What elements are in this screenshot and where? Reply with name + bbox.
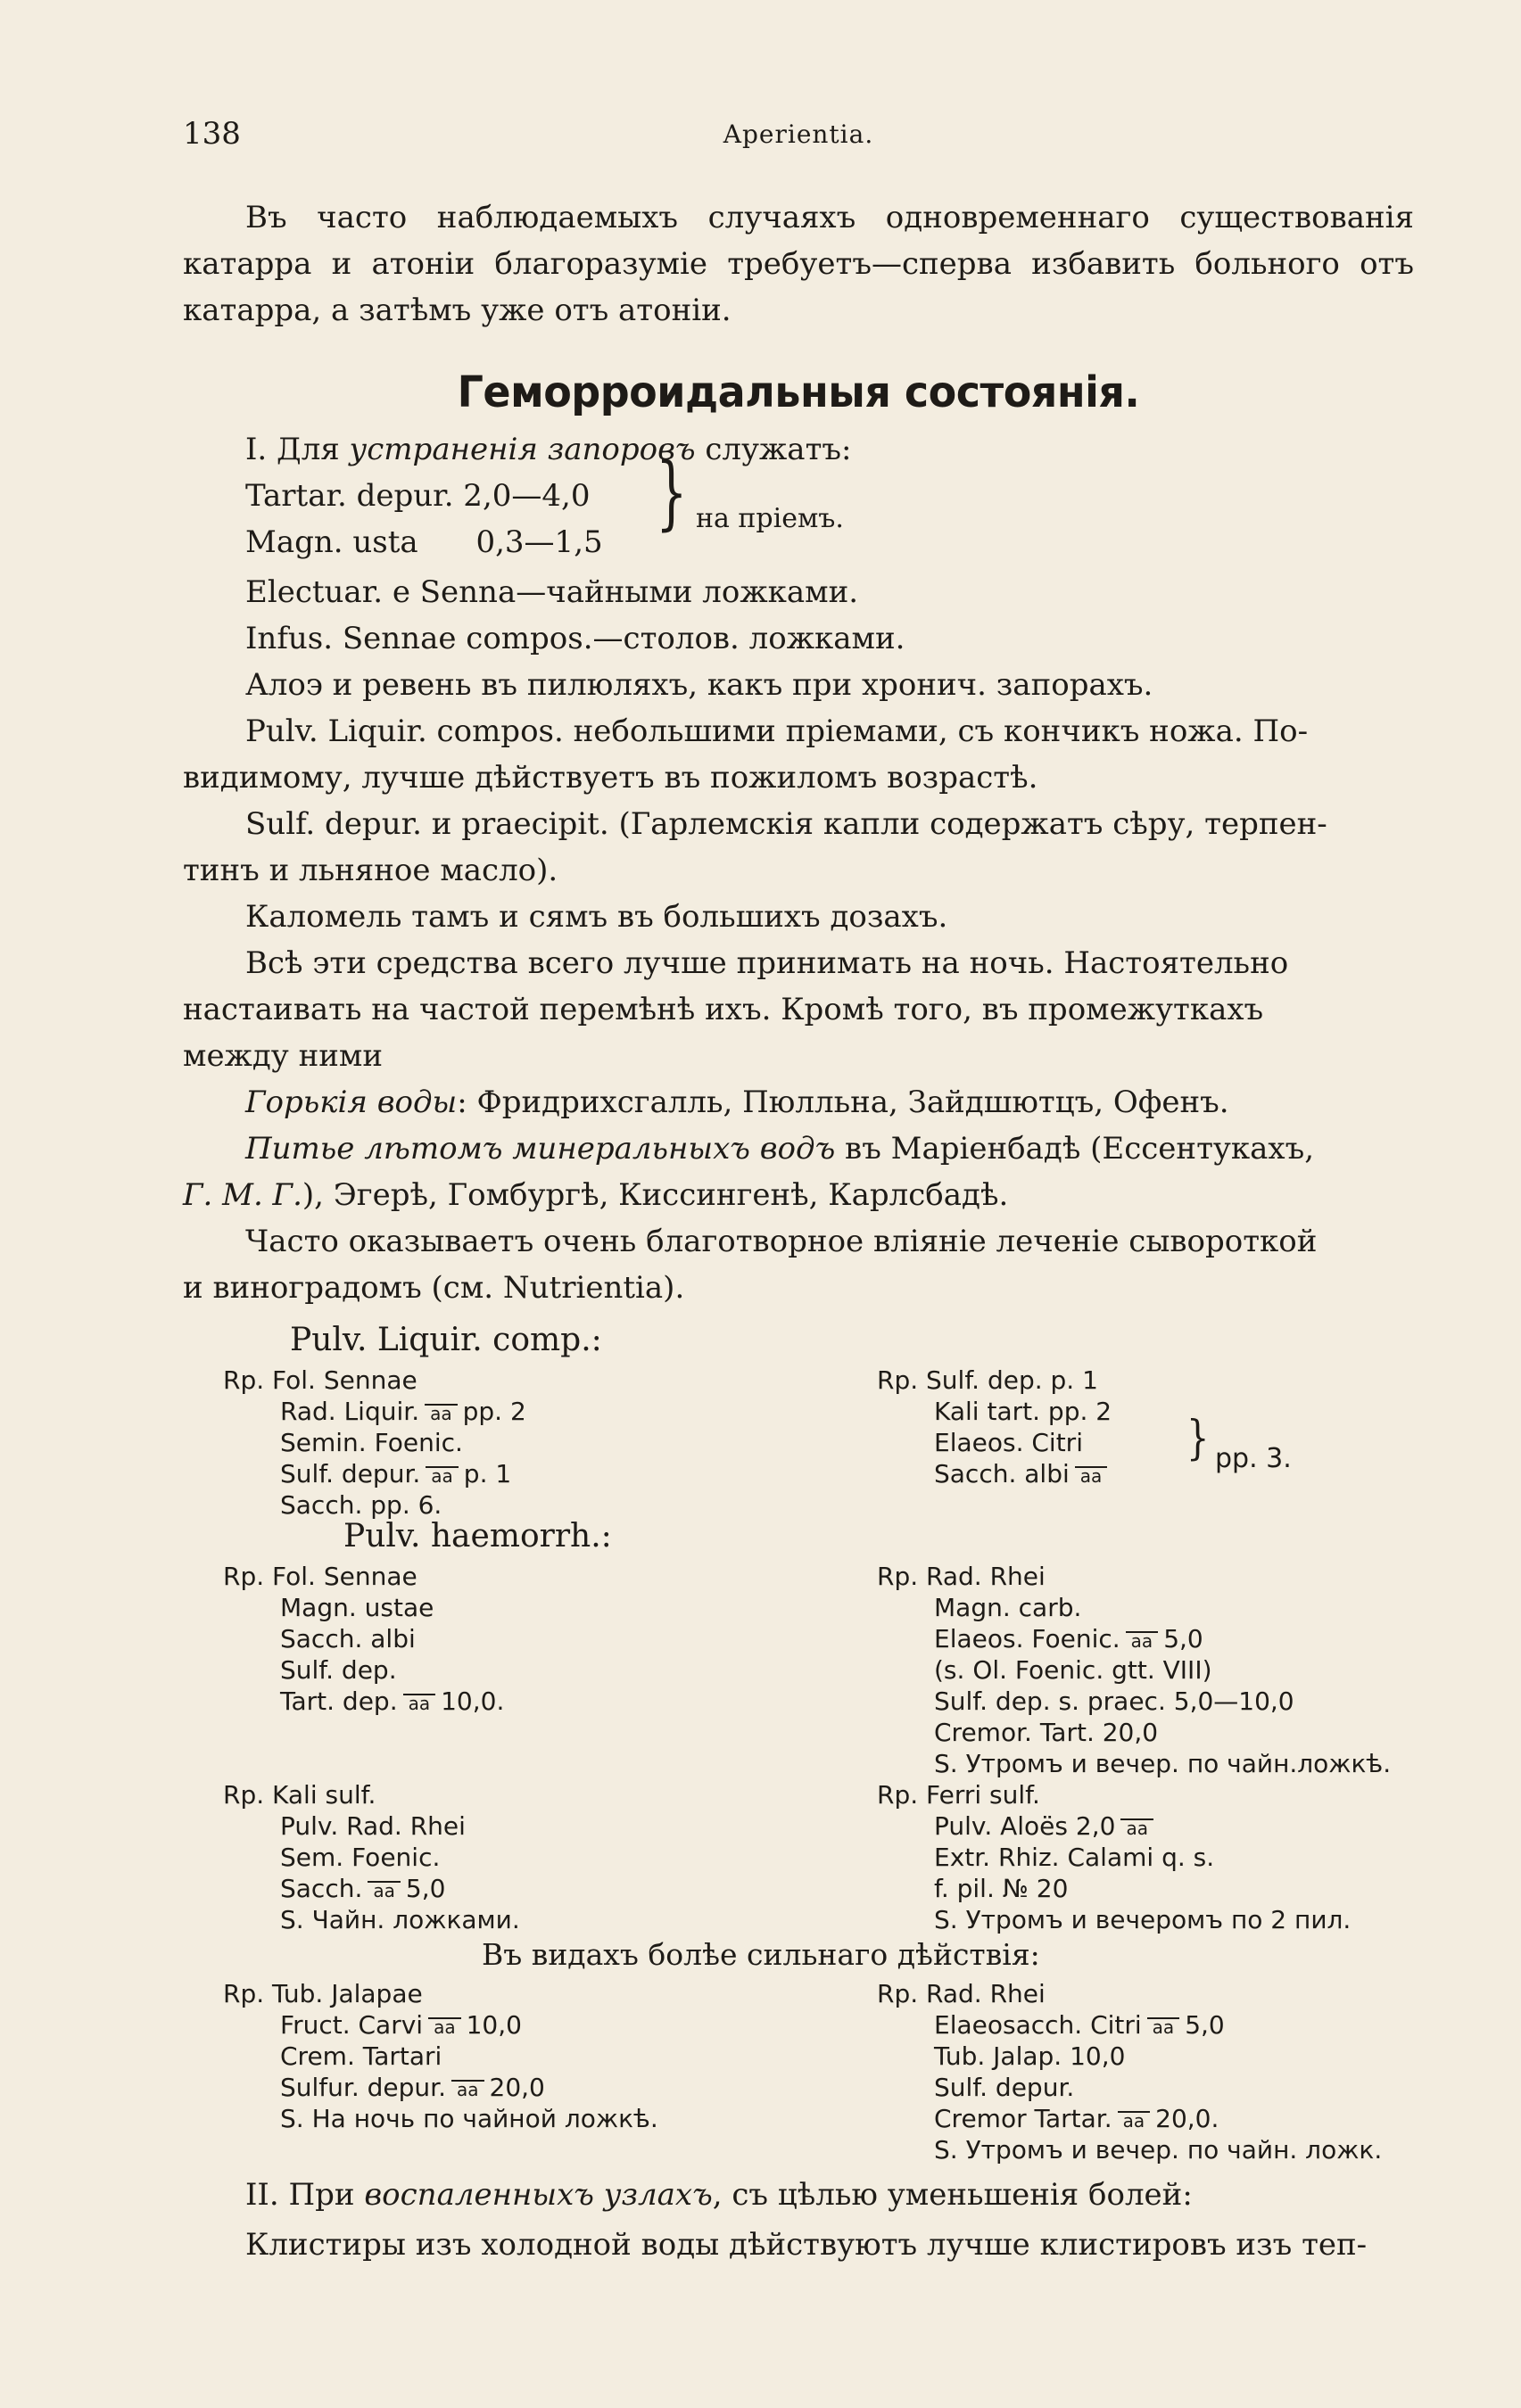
intro-text: Въ часто наблюдаемыхъ случаяхъ одновременнаго существованія катарра и атоніи благоразуміе требуетъ—сперва избавить больного отъ катарра, а затѣмъ уже отъ атоніи. [183, 200, 1414, 328]
brace-right: } [656, 447, 688, 540]
recipe-line: Magn. ustae [280, 1593, 434, 1622]
whey-line-1: Часто оказываетъ очень благотворное вліяніе леченіе сывороткой [245, 1224, 1318, 1259]
recipe-2-qty: pp. 3. [1215, 1443, 1292, 1474]
recipe-7 [223, 1978, 658, 2134]
aa-mark: aa [1126, 1631, 1159, 1649]
recipe-line: Kali tart. pp. 2 [934, 1397, 1112, 1426]
recipe-line: Crem. Tartari [280, 2041, 442, 2071]
recipe-line: f. pil. № 20 [934, 1874, 1069, 1903]
section-heading: Геморроидальныя состоянія. [457, 366, 1140, 417]
page-number: 138 [183, 116, 241, 152]
whey-line-2: и виноградомъ (см. Nutrientia). [183, 1270, 685, 1306]
aa-mark: aa [1147, 2017, 1180, 2035]
recipe-line: Tub. Jalap. 10,0 [934, 2041, 1126, 2071]
aa-mark: aa [426, 1466, 459, 1484]
recipe-line: Sulfur. depur. aa 20,0 [280, 2073, 545, 2102]
recipe-line: Rp. Fol. Sennae [223, 1562, 417, 1591]
aa-mark: aa [451, 2080, 484, 2098]
sulf-line-2: тинъ и льняное масло). [183, 853, 558, 888]
recipe-line: Extr. Rhiz. Calami q. s. [934, 1843, 1215, 1872]
aa-mark: aa [425, 1404, 458, 1422]
recipe-line: Sem. Foenic. [280, 1843, 441, 1872]
recipe-line: Cremor. Tart. 20,0 [934, 1718, 1159, 1747]
recipe-line: Rp. Kali sulf. [223, 1780, 376, 1810]
recipe-line: Cremor Tartar. aa 20,0. [934, 2104, 1219, 2133]
pulv-line-2: видимому, лучше дѣйствуетъ въ пожиломъ возрастѣ. [183, 760, 1038, 796]
infus-line: Infus. Sennae compos.—столов. ложками. [245, 621, 905, 656]
recipe-line: Rp. Sulf. dep. p. 1 [877, 1365, 1098, 1395]
section-2-intro: II. При воспаленныхъ узлахъ, съ цѣлью уменьшенія болей: [245, 2177, 1193, 2213]
all-line-1: Всѣ эти средства всего лучше принимать на ночь. Настоятельно [245, 945, 1289, 981]
all-line-2: настаивать на частой перемѣнѣ ихъ. Кромѣ того, въ промежуткахъ [183, 992, 1264, 1027]
drink-line-2: Г. М. Г.), Эгерѣ, Гомбургѣ, Киссингенѣ, Карлсбадѣ. [183, 1177, 1009, 1213]
recipe-line: Sulf. depur. aa p. 1 [280, 1459, 512, 1489]
aa-mark: aa [1075, 1466, 1108, 1484]
recipe-line: (s. Ol. Foenic. gtt. VIII) [934, 1655, 1212, 1685]
recipe-line: S. Чайн. ложками. [280, 1905, 520, 1934]
recipe-line: S. Утромъ и вечеромъ по 2 пил. [934, 1905, 1352, 1934]
recipe-line: Magn. carb. [934, 1593, 1082, 1622]
recipe-5 [223, 1779, 520, 1935]
drink-line-1: Питье лѣтомъ минеральныхъ водъ въ Маріенбадѣ (Ессентукахъ, [245, 1131, 1315, 1167]
enema-line: Клистиры изъ холодной воды дѣйствуютъ лучше клистировъ изъ теп- [245, 2227, 1368, 2263]
all-line-3: между ними [183, 1038, 384, 1074]
calomel-line: Каломель тамъ и сямъ въ большихъ дозахъ. [245, 899, 948, 935]
recipe-line: Fruct. Carvi aa 10,0 [280, 2010, 522, 2040]
recipe-8 [877, 1978, 1382, 2165]
sulf-line-1: Sulf. depur. и praecipit. (Гарлемскія капли содержатъ сѣру, терпен- [245, 806, 1327, 842]
aa-mark: aa [1120, 1818, 1153, 1836]
recipe-line: Rp. Ferri sulf. [877, 1780, 1040, 1810]
aa-mark: aa [368, 1881, 401, 1899]
electuar-line: Electuar. e Senna—чайными ложками. [245, 574, 859, 610]
recipe-line: Sacch. albi [280, 1624, 416, 1653]
intro-paragraph [183, 194, 1414, 334]
aa-mark: aa [428, 2017, 461, 2035]
running-title: Aperientia. [723, 120, 874, 149]
magn-line: Magn. usta 0,3—1,5 [245, 524, 603, 560]
recipe-line: Rp. Tub. Jalapae [223, 1979, 423, 2008]
recipe-line: Sacch. albi aa [877, 1458, 1112, 1489]
recipe-1 [223, 1365, 526, 1521]
recipe-line: Elaeos. Citri [934, 1428, 1083, 1457]
per-dose-label: на пріемъ. [696, 503, 844, 534]
recipe-line: Sulf. dep. s. praec. 5,0—10,0 [934, 1686, 1294, 1716]
recipe-line: Elaeos. Foenic. aa 5,0 [934, 1624, 1203, 1653]
recipe-line: Pulv. Aloës 2,0 aa [877, 1810, 1351, 1842]
recipe-3 [223, 1561, 504, 1717]
pulv-line-1: Pulv. Liquir. compos. небольшими пріемами, съ кончикъ ножа. По- [245, 713, 1309, 749]
recipe-line: Rp. Rad. Rhei [877, 1979, 1046, 2008]
aa-mark: aa [403, 1694, 436, 1711]
recipe-heading-liquir: Pulv. Liquir. comp.: [290, 1322, 602, 1358]
recipe-line: S. Утромъ и вечер. по чайн.ложкѣ. [934, 1749, 1392, 1778]
recipe-6 [877, 1779, 1351, 1935]
recipe-line: Elaeosacch. Citri aa 5,0 [934, 2010, 1225, 2040]
recipe-line: Tart. dep. aa 10,0. [280, 1686, 505, 1716]
recipe-line: Rp. Fol. Sennae [223, 1365, 417, 1395]
recipe-line: S. Утромъ и вечер. по чайн. ложк. [934, 2135, 1383, 2165]
recipe-heading-stronger: Въ видахъ болѣе сильнаго дѣйствія: [482, 1937, 1040, 1972]
brace-right: } [1186, 1412, 1210, 1465]
recipe-line: Pulv. Rad. Rhei [280, 1811, 466, 1841]
recipe-2 [877, 1365, 1112, 1489]
bitter-waters-line: Горькія воды: Фридрихсгалль, Пюлльна, Зайдшютцъ, Офенъ. [245, 1084, 1229, 1120]
recipe-line: Semin. Foenic. [280, 1428, 463, 1457]
recipe-line: Sacch. aa 5,0 [280, 1874, 446, 1903]
section-1-intro: I. Для устраненія запоровъ служатъ: [245, 432, 852, 467]
aa-mark: aa [1118, 2111, 1151, 2129]
aloe-line: Алоэ и ревень въ пилюляхъ, какъ при хронич. запорахъ. [245, 667, 1153, 703]
recipe-4 [877, 1561, 1391, 1779]
recipe-heading-haemorrh: Pulv. haemorrh.: [343, 1518, 612, 1554]
recipe-line: S. На ночь по чайной ложкѣ. [280, 2104, 658, 2133]
recipe-line: Rad. Liquir. aa pp. 2 [280, 1397, 526, 1426]
recipe-line: Sacch. pp. 6. [280, 1490, 442, 1520]
recipe-line: Sulf. depur. [934, 2073, 1075, 2102]
tartar-line: Tartar. depur. 2,0—4,0 [245, 478, 591, 514]
recipe-line: Rp. Rad. Rhei [877, 1562, 1046, 1591]
recipe-line: Sulf. dep. [280, 1655, 397, 1685]
page-header [183, 116, 1414, 161]
